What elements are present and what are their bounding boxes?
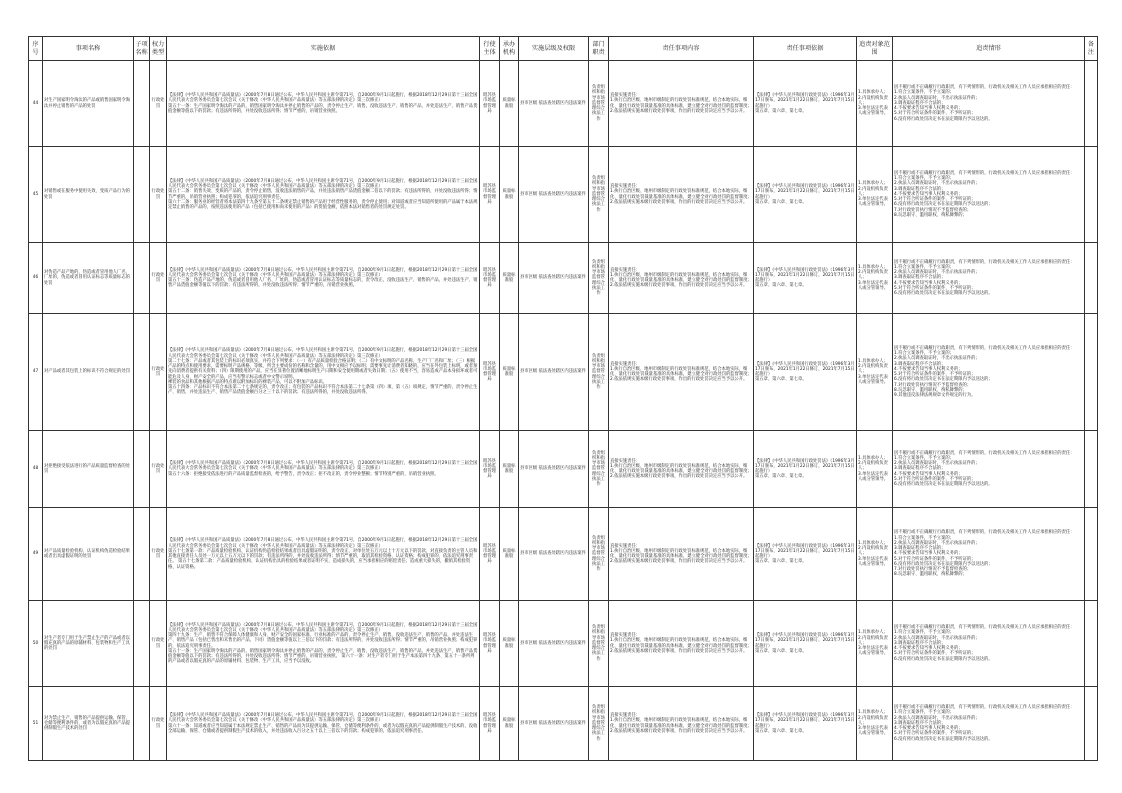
scope: 依法查处辖区内违法案件 [538,275,586,281]
remarks [1085,687,1098,761]
accountability-cases: 因不履行或不正确履行行政职责，有下列情形的，行政机关及相关工作人员应承担相应的责任： 1.符合立案条件，不予立案的； 2.执法人员调查取证时，不出示执法证件的； 3.调查取证程序不合法的； 4.不按要求告知当事人权利义务的； 5.对于符合听证条件的案件，不予听证的； 6.没有将行政处罚决定书在法定期限内予以送达的。 [893,687,1085,761]
header-cell: 子项名称 [134,37,150,61]
level: 县市区级 [520,551,538,557]
responsibility-content: 直接实施责任： 1.执行自治区级、地州市级制定的行政处罚标准规范，结合本地实际，细化、量化行政处罚裁量基准的具体标准，建立健全对行政处罚的监督制度； 2.依法依规实施本级行政处罚事项，作出的行政处罚决定应当予以公开。 [609,314,754,431]
accountability-cases: 因不履行或不正确履行行政职责，有下列情形的，行政机关及相关工作人员应承担相应的责任： 1.符合立案条件，不予立案的； 2.执法人员调查取证时，不出示执法证件的； 3.调查取证程序不合法的； 4.不按要求告知当事人权利义务的； 5.对于符合听证条件的案件，不予听证的； 6.没有将行政处罚决定书在法定期限内予以送达的。 [893,243,1085,314]
level: 县市区级 [520,369,538,375]
row-number: 46 [29,243,43,314]
header-cell: 权力类型 [150,37,167,61]
executing-subject: 昭苏县市场监督管理局 [480,508,500,601]
department-duty: 负责组织和指导市场监督管理综合执法工作 [589,508,609,601]
legal-basis: 【法律】《中华人民共和国产品质量法》（2000年7月8日通过公布，中华人民共和国主席令第71号，自2000年9月1日起施行，根据2018年12月29日第十三届全国人民代表大会常务委员会第七次会议《关于修改〈中华人民共和国产品质量法〉等五部法律的决定》第三次修正） 第五十二条：销售失效、变质的产品的，责令停止销售，没收违法销售的产品，并处违法销售产品货值金额二倍以下的罚款；有违法所得的，并处没收违法所得；情节严重的，吊销营业执照；构成犯罪的，依法追究刑事责任。 第六十二条：服务业的经营者将本法第四十九条至第五十二条规定禁止销售的产品用于经营性服务的，责令停止使用；对知道或者应当知道所使用的产品属于本法规定禁止销售的产品的，按照违法使用的产品（包括已使用和尚未使用的产品）的货值金额，依照本法对销售者的处罚规定处罚。 [167,147,480,243]
responsibility-content: 直接实施责任： 1.执行自治区级、地州市级制定的行政处罚标准规范，结合本地实际，细化、量化行政处罚裁量基准的具体标准，建立健全对行政处罚的监督制度； 2.依法依规实施本级行政处罚事项，作出的行政处罚决定应当予以公开。 [609,508,754,601]
level: 县市区级 [520,275,538,281]
accountability-cases: 因不履行或不正确履行行政职责，有下列情形的，行政机关及相关工作人员应承担相应的责任： 1.符合立案条件，不予立案的； 2.执法人员调查取证时，不出示执法证件的； 3.调查取证程序不合法的； 4.不按要求告知当事人权利义务的； 5.对于符合听证条件的案件，不予听证的； 6.没有将行政处罚决定书在法定期限内予以送达的。 [893,431,1085,508]
row-number: 49 [29,508,43,601]
scope: 依法查处辖区内违法案件 [538,720,586,726]
level-and-authority [519,147,589,243]
accountability-cases: 因不履行或不正确履行行政职责，有下列情形的，行政机关及相关工作人员应承担相应的责任： 1.符合立案条件，不予立案的； 2.执法人员调查取证时，不出示执法证件的； 3.调查取证程序不合法的； 4.不按要求告知当事人权利义务的； 5.对于符合听证条件的案件，不予听证的； 6.没有将行政处罚决定书在法定期限内予以送达的； 7.对行政处罚执行情况不予监督检查的； 8.玩忽职守、滥用职权、徇私舞弊的； [893,147,1085,243]
executing-subject: 昭苏县市场监督管理局 [480,601,500,687]
power-type: 行政处罚 [150,243,167,314]
legal-basis: 【法律】《中华人民共和国产品质量法》（2000年7月8日通过公布，中华人民共和国主席令第71号，自2000年9月1日起施行，根据2018年12月29日第十三届全国人民代表大会常务委员会第七次会议《关于修改〈中华人民共和国产品质量法〉等五部法律的决定》第三次修正） 第五十七条第一款：产品质量检验机构、认证机构伪造检验结果或者出具虚假证明的，责令改正，对单位处五万元以上十万元以下的罚款，对直接负责的主管人员和其他直接责任人员处一万元以上五万元以下的罚款；有违法所得的，并处没收违法所得；情节严重的，取消其检验资格、认证资格；构成犯罪的，依法追究刑事责任。 第五十七条第二款：产品质量检验机构、认证机构出具的检验结果或者证明不实，造成损失的，应当承担相应的赔偿责任；造成重大损失的，撤销其检验资格、认证资格。 [167,508,480,601]
table-row [29,601,1098,687]
item-name: 对销售或在服务中使用失效、变质产品行为的处罚 [43,147,134,243]
table-header-row [29,37,1098,61]
item-name: 对生产者专门用于生产禁止生产的产品或者以假充真的产品的原辅材料、包装物和生产工具的处罚 [43,601,134,687]
responsibility-basis: 【法律】《中华人民共和国行政处罚法》（1996年3月17日颁布，2021年1月22日修订，2021年7月15日起施行） 第五章、第六章、第七章。 [754,687,857,761]
legal-basis: 【法律】《中华人民共和国产品质量法》（2000年7月8日通过公布，中华人民共和国主席令第71号，自2000年9月1日起施行，根据2018年12月29日第十三届全国人民代表大会常务委员会第七次会议《关于修改〈中华人民共和国产品质量法〉等五部法律的决定》第三次修正） 第五十一条：生产国家明令淘汰的产品的，销售国家明令淘汰并停止销售的产品的，责令停止生产、销售，没收违法生产、销售的产品，并处违法生产、销售产品货值金额等值以下的罚款；有违法所得的，并处没收违法所得；情节严重的，吊销营业执照。 [167,61,480,147]
sub-item-name [134,147,150,243]
remarks [1085,243,1098,314]
header-cell: 承办机构 [500,37,519,61]
remarks [1085,431,1098,508]
handling-organ: 质量标准股 [500,147,519,243]
executing-subject: 昭苏县市场监督管理局 [480,61,500,147]
responsibility-basis: 【法律】《中华人民共和国行政处罚法》（1996年3月17日颁布，2021年1月22日修订，2021年7月15日起施行） 第五章、第六章、第七章。 [754,601,857,687]
sub-item-name [134,508,150,601]
row-number: 45 [29,147,43,243]
legal-basis: 【法律】《中华人民共和国产品质量法》（2000年7月8日通过公布，中华人民共和国主席令第71号，自2000年9月1日起施行，根据2018年12月29日第十三届全国人民代表大会常务委员会第七次会议《关于修改〈中华人民共和国产品质量法〉等五部法律的决定》第三次修正） 第五十三条：伪造产品产地的，伪造或者冒用他人厂名、厂址的，伪造或者冒用认证标志等质量标志的，责令改正，没收违法生产、销售的产品，并处违法生产、销售产品货值金额等值以下的罚款；有违法所得的，并处没收违法所得；情节严重的，吊销营业执照。 [167,243,480,314]
handling-organ: 质量标准股 [500,61,519,147]
responsibility-basis: 【法律】《中华人民共和国行政处罚法》（1996年3月17日颁布，2021年1月22日修订，2021年7月15日起施行） 第五章、第六章、第七章。 [754,243,857,314]
responsibility-content: 直接实施责任： 1.执行自治区级、地州市级制定的行政处罚标准规范，结合本地实际，细化、量化行政处罚裁量基准的具体标准，建立健全对行政处罚的监督制度； 2.依法依规实施本级行政处罚事项，作出的行政处罚决定应当予以公开。 [609,687,754,761]
executing-subject: 昭苏县市场监督管理局 [480,314,500,431]
remarks [1085,61,1098,147]
executing-subject: 昭苏县市场监督管理局 [480,147,500,243]
legal-basis: 【法律】《中华人民共和国产品质量法》（2000年7月8日通过公布，中华人民共和国主席令第71号，自2000年9月1日起施行，根据2018年12月29日第十三届全国人民代表大会常务委员会第七次会议《关于修改〈中华人民共和国产品质量法〉等五部法律的决定》第三次修正） 第六十一条：知道或者应当知道属于本法规定禁止生产、销售的产品而为其提供运输、保管、仓储等便利条件的，或者为以假充真的产品提供制假生产技术的，没收全部运输、保管、仓储或者提供制假生产技术的收入，并处违法收入百分之五十以上三倍以下的罚款；构成犯罪的，依法追究刑事责任。 [167,687,480,761]
accountability-target: 1.具体承办人； 2.内设机构负责人； 3.单位法定代表人或分管领导。 [857,243,893,314]
row-number: 48 [29,431,43,508]
power-type: 行政处罚 [150,508,167,601]
accountability-cases: 因不履行或不正确履行行政职责，有下列情形的，行政机关及相关工作人员应承担相应的责任： 1.符合立案条件，不予立案的； 2.执法人员调查取证时，不出示执法证件的； 3.调查取证程序不合法的； 4.不按要求告知当事人权利义务的； 5.对于符合听证条件的案件，不予听证的； 6.没有将行政处罚决定书在法定期限内予以送达的； 7.对行政处罚执行情况不予监督检查的； 8.玩忽职守、滥用职权、徇私舞弊的； 9.其他违反法律法规规章文件规定的行为。 [893,314,1085,431]
sub-item-name [134,431,150,508]
header-cell: 备注 [1085,37,1098,61]
responsibility-basis: 【法律】《中华人民共和国行政处罚法》（1996年3月17日颁布，2021年1月22日修订，2021年7月15日起施行） 第五章、第六章、第七章。 [754,314,857,431]
accountability-cases: 因不履行或不正确履行行政职责，有下列情形的，行政机关及相关工作人员应承担相应的责任： 1.符合立案条件，不予立案的； 2.执法人员调查取证时，不出示执法证件的； 3.调查取证程序不合法的； 4.不按要求告知当事人权利义务的； 5.对于符合听证条件的案件，不予听证的； 6.没有将行政处罚决定书在法定期限内予以送达的。 [893,601,1085,687]
executing-subject: 昭苏县市场监督管理局 [480,687,500,761]
remarks [1085,147,1098,243]
level-and-authority [519,431,589,508]
table-row [29,147,1098,243]
table-row [29,314,1098,431]
scope: 依法查处辖区内违法案件 [538,369,586,375]
sub-item-name [134,314,150,431]
responsibility-content: 直接实施责任： 1.执行自治区级、地州市级制定的行政处罚标准规范，结合本地实际，细化、量化行政处罚裁量基准的具体标准，建立健全对行政处罚的监督制度； 2.依法依规实施本级行政处罚事项，作出的行政处罚决定应当予以公开。 [609,431,754,508]
header-cell: 责任事项内容 [609,37,754,61]
accountability-target: 1.具体承办人； 2.内设机构负责人； 3.单位法定代表人或分管领导。 [857,431,893,508]
level-and-authority [519,601,589,687]
table-row [29,687,1098,761]
executing-subject: 昭苏县市场监督管理局 [480,243,500,314]
table-row [29,243,1098,314]
department-duty: 负责组织和指导市场监督管理综合执法工作 [589,61,609,147]
item-name: 对拒绝接受依法进行的产品质量监督检查的处罚 [43,431,134,508]
handling-organ: 质量标准股 [500,687,519,761]
table-row [29,508,1098,601]
level-and-authority [519,243,589,314]
accountability-cases: 因不履行或不正确履行行政职责，有下列情形的，行政机关及相关工作人员应承担相应的责任： 1.符合立案条件，不予立案的； 2.执法人员调查取证时，不出示执法证件的； 3.调查取证程序不合法的； 4.不按要求告知当事人权利义务的； 5.对于符合听证条件的案件，不予听证的； 6.没有将行政处罚决定书在法定期限内予以送达的。 [893,61,1085,147]
scope: 依法查处辖区内违法案件 [538,100,586,106]
level: 县市区级 [520,720,538,726]
item-name: 对伪造产品产地的，伪造或者冒用他人厂名、厂址的，伪造或者冒用认证标志等质量标志的处罚 [43,243,134,314]
department-duty: 负责组织和指导市场监督管理综合执法工作 [589,601,609,687]
level: 县市区级 [520,466,538,472]
power-type: 行政处罚 [150,61,167,147]
accountability-cases: 因不履行或不正确履行行政职责，有下列情形的，行政机关及相关工作人员应承担相应的责任： 1.符合立案条件，不予立案的； 2.执法人员调查取证时，不出示执法证件的； 3.调查取证程序不合法的； 4.不按要求告知当事人权利义务的； 5.对于符合听证条件的案件，不予听证的； 6.没有将行政处罚决定书在法定期限内予以送达的； 7.对行政处罚执行情况不予监督检查的； 8.玩忽职守、滥用职权、徇私舞弊的； [893,508,1085,601]
accountability-target: 1.具体承办人； 2.内设机构负责人； 3.单位法定代表人或分管领导。 [857,147,893,243]
responsibility-content: 直接实施责任： 1.执行自治区级、地州市级制定的行政处罚标准规范，结合本地实际，细化、量化行政处罚裁量基准的具体标准，建立健全对行政处罚的监督制度； 2.依法依规实施本级行政处罚事项，作出的行政处罚决定应当予以公开。 [609,243,754,314]
power-type: 行政处罚 [150,687,167,761]
department-duty: 负责组织和指导市场监督管理综合执法工作 [589,431,609,508]
sub-item-name [134,687,150,761]
department-duty: 负责组织和指导市场监督管理综合执法工作 [589,147,609,243]
table-body [29,61,1098,761]
responsibility-basis: 【法律】《中华人民共和国行政处罚法》（1996年3月17日颁布，2021年1月22日修订，2021年7月15日起施行） 第五章、第六章、第七章。 [754,431,857,508]
header-cell: 部门职责 [589,37,609,61]
sub-item-name [134,243,150,314]
remarks [1085,314,1098,431]
header-cell: 实施层级及权限 [519,37,589,61]
header-cell: 事项名称 [43,37,134,61]
power-type: 行政处罚 [150,147,167,243]
scope: 依法查处辖区内违法案件 [538,551,586,557]
remarks [1085,508,1098,601]
power-type: 行政处罚 [150,314,167,431]
table-row [29,431,1098,508]
handling-organ: 质量标准股 [500,431,519,508]
scope: 依法查处辖区内违法案件 [538,191,586,197]
level-and-authority [519,61,589,147]
responsibility-basis: 【法律】《中华人民共和国行政处罚法》（1996年3月17日颁布，2021年1月22日修订，2021年7月15日起施行） 第五章、第六章、第七章。 [754,508,857,601]
responsibility-content: 直接实施责任： 1.执行自治区级、地州市级制定的行政处罚标准规范，结合本地实际，细化、量化行政处罚裁量基准的具体标准，建立健全对行政处罚的监督制度； 2.依法依规实施本级行政处罚事项，作出的行政处罚决定应当予以公开。 [609,61,754,147]
header-cell: 行使主体 [480,37,500,61]
accountability-target: 1.具体承办人； 2.内设机构负责人； 3.单位法定代表人或分管领导。 [857,508,893,601]
remarks [1085,601,1098,687]
sub-item-name [134,61,150,147]
item-name: 对生产国家明令淘汰的产品或销售国家明令淘汰并停止销售的产品的处罚 [43,61,134,147]
level: 县市区级 [520,640,538,646]
row-number: 47 [29,314,43,431]
power-type: 行政处罚 [150,601,167,687]
responsibility-basis: 【法律】《中华人民共和国行政处罚法》（1996年3月17日颁布，2021年1月22日修订，2021年7月15日起施行） 第五章、第六章、第七章。 [754,61,857,147]
handling-organ: 质量标准股 [500,314,519,431]
power-type: 行政处罚 [150,431,167,508]
handling-organ: 质量标准股 [500,601,519,687]
executing-subject: 昭苏县市场监督管理局 [480,431,500,508]
header-cell: 序号 [29,37,43,61]
accountability-target: 1.具体承办人； 2.内设机构负责人； 3.单位法定代表人或分管领导。 [857,314,893,431]
responsibility-basis: 【法律】《中华人民共和国行政处罚法》（1996年3月17日颁布，2021年1月22日修订，2021年7月15日起施行） 第五章、第六章、第七章。 [754,147,857,243]
accountability-target: 1.具体承办人； 2.内设机构负责人； 3.单位法定代表人或分管领导。 [857,687,893,761]
item-name: 对产品质量检验机构、认证机构伪造检验结果或者出具虚假证明的处罚 [43,508,134,601]
level-and-authority [519,314,589,431]
scope: 依法查处辖区内违法案件 [538,466,586,472]
item-name: 对为禁止生产、销售的产品提供运输、保管、仓储等便利条件的，或者为以假充真的产品提供制假生产技术的处罚 [43,687,134,761]
legal-basis: 【法律】《中华人民共和国产品质量法》（2000年7月8日通过公布，中华人民共和国主席令第71号，自2000年9月1日起施行，根据2018年12月29日第十三届全国人民代表大会常务委员会第七次会议《关于修改〈中华人民共和国产品质量法〉等五部法律的决定》第三次修正） 第二十七条：产品或者其包装上的标识必须真实，并符合下列要求：（一）有产品质量检验合格证明；（二）有中文标明的产品名称、生产厂厂名和厂址；（三）根据产品的特点和使用要求，需要标明产品规格、等级、所含主要成份的名称和含量的，用中文相应予以标明；需要事先让消费者知晓的，应当在外包装上标明，或者预先向消费者提供有关资料；（四）限期使用的产品，应当在显著位置清晰地标明生产日期和安全使用期或者失效日期；（五）使用不当，容易造成产品本身损坏或者可能危及人身、财产安全的产品，应当有警示标志或者中文警示说明。 裸装的食品和其他根据产品的特点难以附加标识的裸装产品，可以不附加产品标识。 第五十四条：产品标识不符合本法第二十七条规定的，责令改正；有包装的产品标识不符合本法第二十七条第（四）项、第（五）项规定，情节严重的，责令停止生产、销售，并处违法生产、销售产品货值金额百分之三十以下的罚款；有违法所得的，并处没收违法所得。 [167,314,480,431]
header-cell: 责任事项依据 [754,37,857,61]
row-number: 51 [29,687,43,761]
level-and-authority [519,508,589,601]
row-number: 44 [29,61,43,147]
accountability-target: 1.具体承办人； 2.内设机构负责人； 3.单位法定代表人或分管领导。 [857,601,893,687]
scope: 依法查处辖区内违法案件 [538,640,586,646]
sub-item-name [134,601,150,687]
responsibility-content: 直接实施责任： 1.执行自治区级、地州市级制定的行政处罚标准规范，结合本地实际，细化、量化行政处罚裁量基准的具体标准，建立健全对行政处罚的监督制度； 2.依法依规实施本级行政处罚事项，作出的行政处罚决定应当予以公开。 [609,147,754,243]
power-list-table [28,36,1098,761]
responsibility-content: 直接实施责任： 1.执行自治区级、地州市级制定的行政处罚标准规范，结合本地实际，细化、量化行政处罚裁量基准的具体标准，建立健全对行政处罚的监督制度； 2.依法依规实施本级行政处罚事项，作出的行政处罚决定应当予以公开。 [609,601,754,687]
level: 县市区级 [520,191,538,197]
item-name: 对产品或者其包装上的标识不符合规定的处罚 [43,314,134,431]
table-row [29,61,1098,147]
row-number: 50 [29,601,43,687]
department-duty: 负责组织和指导市场监督管理综合执法工作 [589,243,609,314]
level-and-authority [519,687,589,761]
handling-organ: 质量标准股 [500,508,519,601]
department-duty: 负责组织和指导市场监督管理综合执法工作 [589,687,609,761]
header-cell: 追责情形 [893,37,1085,61]
handling-organ: 质量标准股 [500,243,519,314]
legal-basis: 【法律】《中华人民共和国产品质量法》（2000年7月8日通过公布，中华人民共和国主席令第71号，自2000年9月1日起施行，根据2018年12月29日第十三届全国人民代表大会常务委员会第七次会议《关于修改〈中华人民共和国产品质量法〉等五部法律的决定》第三次修正） 第四十九条：生产、销售不符合保障人体健康和人身、财产安全的国家标准、行业标准的产品的，责令停止生产、销售，没收违法生产、销售的产品，并处违法生产、销售产品（包括已售出和未售出的产品，下同）货值金额等值以上三倍以下的罚款；有违法所得的，并处没收违法所得；情节严重的，吊销营业执照；构成犯罪的，依法追究刑事责任。 第五十一条：生产国家明令淘汰的产品的，销售国家明令淘汰并停止销售的产品的，责令停止生产、销售，没收违法生产、销售的产品，并处违法生产、销售产品货值金额等值以下的罚款；有违法所得的，并处没收违法所得；情节严重的，吊销营业执照。 第六十一条：对生产者专门用于生产本法第四十九条、第五十一条所列的产品或者以假充真的产品的原辅材料、包装物、生产工具，应当予以没收。 [167,601,480,687]
header-cell: 追责对象范围 [857,37,893,61]
level: 县市区级 [520,100,538,106]
legal-basis: 【法律】《中华人民共和国产品质量法》（2000年7月8日通过公布，中华人民共和国主席令第71号，自2000年9月1日起施行，根据2018年12月29日第十三届全国人民代表大会常务委员会第七次会议《关于修改〈中华人民共和国产品质量法〉等五部法律的决定》第三次修正） 第五十六条：拒绝接受依法进行的产品质量监督检查的，给予警告，责令改正；拒不改正的，责令停业整顿；情节特别严重的，吊销营业执照。 [167,431,480,508]
header-cell: 实施依据 [167,37,480,61]
accountability-target: 1.具体承办人； 2.内设机构负责人； 3.单位法定代表人或分管领导。 [857,61,893,147]
department-duty: 负责组织和指导市场监督管理综合执法工作 [589,314,609,431]
